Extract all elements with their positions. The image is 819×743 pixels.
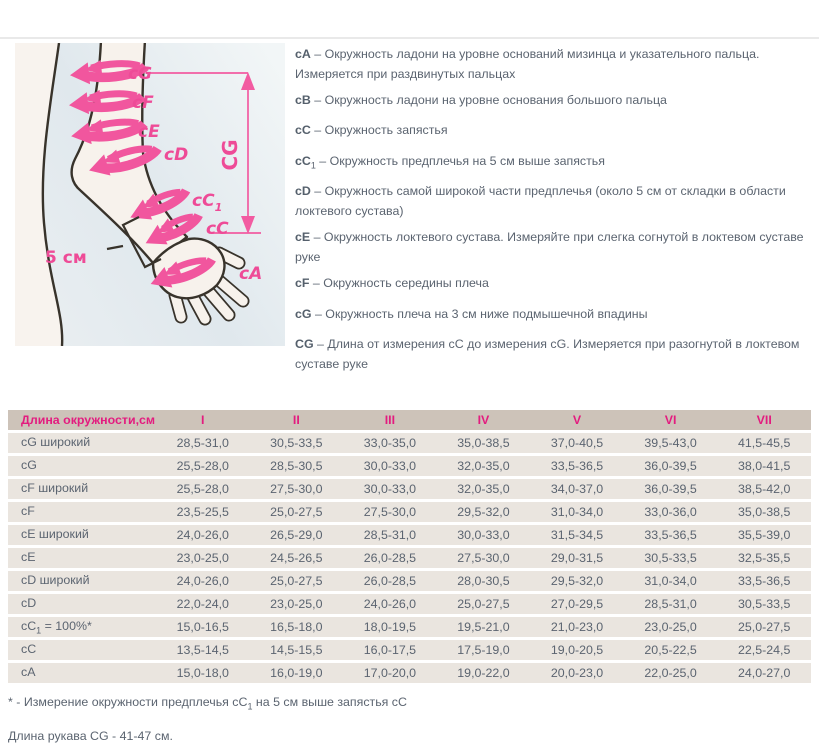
size-value-cell: 27,5-30,0	[343, 502, 437, 522]
band-label-ca: cA	[239, 264, 263, 284]
size-value-cell: 30,0-33,0	[343, 479, 437, 499]
size-value-cell: 30,5-33,5	[717, 594, 811, 614]
row-label-text: cE	[21, 549, 36, 564]
size-value-cell: 16,0-17,5	[343, 640, 437, 660]
size-value-cell: 35,0-38,5	[717, 502, 811, 522]
size-value-cell: 21,0-23,0	[530, 617, 624, 637]
band-label-ce: cE	[138, 122, 160, 142]
measurement-description-item	[295, 307, 815, 327]
size-value-cell: 28,5-31,0	[624, 594, 718, 614]
row-label-suffix: = 100%*	[41, 618, 92, 633]
size-value-cell: 32,0-35,0	[437, 479, 531, 499]
size-value-cell: 24,0-26,0	[156, 525, 250, 545]
row-label-text: cC	[21, 641, 37, 656]
size-value-cell: 34,0-37,0	[530, 479, 624, 499]
row-measurement-label	[8, 617, 156, 637]
size-value-cell: 17,0-20,0	[343, 663, 437, 683]
size-column-header: V	[530, 410, 624, 430]
size-value-cell: 25,0-27,5	[250, 571, 344, 591]
measurement-text: – Окружность запястья	[310, 123, 448, 138]
size-value-cell: 26,0-28,5	[343, 548, 437, 568]
size-value-cell: 15,0-18,0	[156, 663, 250, 683]
measurement-code: cE	[295, 230, 311, 245]
size-value-cell: 25,5-28,0	[156, 456, 250, 476]
size-value-cell: 28,5-31,0	[343, 525, 437, 545]
size-value-cell: 23,0-25,0	[624, 617, 718, 637]
size-column-header: III	[343, 410, 437, 430]
size-value-cell: 24,0-26,0	[156, 571, 250, 591]
size-value-cell: 30,0-33,0	[437, 525, 531, 545]
measurement-description-item	[295, 184, 815, 219]
measurement-code: cF	[295, 276, 310, 291]
measurement-text: – Окружность самой широкой части предплечья (около 5 см от складки в области локтевого сустава)	[295, 184, 786, 219]
measurement-text: – Окружность предплечья на 5 см выше запястья	[315, 153, 605, 168]
measurement-description-item	[295, 230, 815, 265]
size-value-cell: 17,5-19,0	[437, 640, 531, 660]
measurement-description-item	[295, 123, 815, 143]
row-measurement-label	[8, 640, 156, 660]
size-value-cell: 33,5-36,5	[530, 456, 624, 476]
size-value-cell: 19,0-22,0	[437, 663, 531, 683]
size-value-cell: 28,5-31,0	[156, 433, 250, 453]
row-label-text: cF	[21, 503, 35, 518]
size-table-header-label: Длина окружности,см	[8, 410, 156, 430]
size-value-cell: 36,0-39,5	[624, 479, 718, 499]
measurement-code: cC	[295, 123, 311, 138]
sleeve-length-note: Длина рукава CG - 41-47 см.	[8, 728, 173, 743]
measurement-description-item	[295, 47, 815, 82]
size-table-header-row	[8, 410, 811, 430]
size-value-cell: 30,0-33,0	[343, 456, 437, 476]
measurement-text: – Окружность ладони на уровне оснований мизинца и указательного пальца. Измеряется при раздвинутых пальцах	[295, 47, 760, 81]
size-value-cell: 27,5-30,0	[437, 548, 531, 568]
row-measurement-label	[8, 571, 156, 591]
row-label-text: cD	[21, 595, 37, 610]
measurement-code: cG	[295, 306, 312, 321]
size-value-cell: 32,0-35,0	[437, 456, 531, 476]
size-value-cell: 13,5-14,5	[156, 640, 250, 660]
measurement-text: – Окружность ладони на уровне основания большого пальца	[310, 92, 667, 107]
band-label-cc1: $cC_1$	[192, 191, 223, 214]
size-value-cell: 31,5-34,5	[530, 525, 624, 545]
size-value-cell: 16,5-18,0	[250, 617, 344, 637]
row-measurement-label	[8, 479, 156, 499]
table-row	[8, 663, 811, 683]
size-value-cell: 26,0-28,5	[343, 571, 437, 591]
measurement-description-item	[295, 93, 815, 113]
row-label-text: cD широкий	[21, 572, 90, 587]
table-row	[8, 594, 811, 614]
size-value-cell: 35,5-39,0	[717, 525, 811, 545]
size-value-cell: 23,5-25,5	[156, 502, 250, 522]
band-label-cg: cG	[128, 64, 153, 84]
band-label-cd: cD	[164, 145, 189, 165]
top-divider	[0, 0, 819, 39]
size-value-cell: 23,0-25,0	[250, 594, 344, 614]
size-value-cell: 28,5-30,5	[250, 456, 344, 476]
size-value-cell: 26,5-29,0	[250, 525, 344, 545]
measurement-description-item	[295, 154, 815, 174]
five-cm-label: 5 см	[45, 248, 87, 268]
measurement-text: – Окружность локтевого сустава. Измеряйте при слегка согнутой в локтевом суставе руке	[295, 230, 804, 265]
size-value-cell: 20,5-22,5	[624, 640, 718, 660]
row-measurement-label	[8, 456, 156, 476]
size-value-cell: 23,0-25,0	[156, 548, 250, 568]
size-value-cell: 33,0-36,0	[624, 502, 718, 522]
size-value-cell: 33,5-36,5	[624, 525, 718, 545]
row-measurement-label	[8, 663, 156, 683]
size-value-cell: 30,5-33,5	[624, 548, 718, 568]
row-label-subscript: 1	[36, 625, 42, 636]
size-value-cell: 27,0-29,5	[530, 594, 624, 614]
table-row	[8, 433, 811, 453]
asterisk-footnote-suffix: на 5 см выше запястья cC	[252, 695, 407, 710]
row-label-text: cG широкий	[21, 434, 91, 449]
measurement-code: cA	[295, 47, 311, 61]
measurement-text: – Длина от измерения cC до измерения cG. Измеряется при разогнутой в локтевом суставе руке	[295, 337, 800, 372]
size-value-cell: 36,0-39,5	[624, 456, 718, 476]
size-value-cell: 38,5-42,0	[717, 479, 811, 499]
size-value-cell: 29,5-32,0	[437, 502, 531, 522]
size-value-cell: 25,5-28,0	[156, 479, 250, 499]
table-row	[8, 571, 811, 591]
arm-measurement-illustration	[15, 43, 285, 346]
size-value-cell: 33,5-36,5	[717, 571, 811, 591]
size-value-cell: 19,0-20,5	[530, 640, 624, 660]
measurement-description-item	[295, 337, 815, 372]
asterisk-footnote-subscript: 1	[247, 701, 253, 712]
size-value-cell: 25,0-27,5	[437, 594, 531, 614]
size-value-cell: 24,5-26,5	[250, 548, 344, 568]
size-value-cell: 20,0-23,0	[530, 663, 624, 683]
row-label-text: cF широкий	[21, 480, 89, 495]
table-row	[8, 617, 811, 637]
measurement-code: CG	[295, 337, 314, 352]
row-measurement-label	[8, 594, 156, 614]
size-value-cell: 31,0-34,0	[530, 502, 624, 522]
measurement-code-subscript: 1	[310, 160, 316, 171]
size-value-cell: 27,5-30,0	[250, 479, 344, 499]
size-value-cell: 41,5-45,5	[717, 433, 811, 453]
row-label-text: cG	[21, 457, 37, 472]
size-value-cell: 25,0-27,5	[250, 502, 344, 522]
size-value-cell: 30,5-33,5	[250, 433, 344, 453]
row-measurement-label	[8, 548, 156, 568]
measurement-descriptions	[295, 43, 815, 383]
asterisk-footnote	[8, 695, 811, 711]
size-value-cell: 33,0-35,0	[343, 433, 437, 453]
size-value-cell: 24,0-27,0	[717, 663, 811, 683]
size-value-cell: 38,0-41,5	[717, 456, 811, 476]
measurement-text: – Окружность плеча на 3 см ниже подмышечной впадины	[311, 306, 648, 321]
row-label-text: cA	[21, 664, 36, 679]
size-column-header: VII	[717, 410, 811, 430]
size-value-cell: 28,0-30,5	[437, 571, 531, 591]
size-value-cell: 29,5-32,0	[530, 571, 624, 591]
band-label-cf: cF	[132, 93, 154, 113]
size-value-cell: 37,0-40,5	[530, 433, 624, 453]
size-value-cell: 14,5-15,5	[250, 640, 344, 660]
size-value-cell: 24,0-26,0	[343, 594, 437, 614]
measurement-code: cD	[295, 184, 311, 199]
size-value-cell: 22,0-24,0	[156, 594, 250, 614]
cg-length-label: CG	[218, 139, 242, 171]
size-table	[8, 407, 811, 686]
band-label-cc: cC	[206, 219, 229, 239]
measurement-text: – Окружность середины плеча	[309, 276, 489, 291]
table-row	[8, 479, 811, 499]
size-value-cell: 18,0-19,5	[343, 617, 437, 637]
measurement-code: cC	[295, 153, 311, 168]
asterisk-footnote-text: * - Измерение окружности предплечья cC	[8, 695, 248, 710]
size-value-cell: 22,5-24,5	[717, 640, 811, 660]
table-row	[8, 640, 811, 660]
row-label-text: cE широкий	[21, 526, 89, 541]
size-value-cell: 22,0-25,0	[624, 663, 718, 683]
row-measurement-label	[8, 525, 156, 545]
measurement-guide-section	[0, 39, 819, 383]
table-row	[8, 525, 811, 545]
measurement-code: cB	[295, 92, 311, 107]
size-column-header: II	[250, 410, 344, 430]
table-row	[8, 456, 811, 476]
row-label-text: cC	[21, 618, 37, 633]
row-measurement-label	[8, 433, 156, 453]
size-column-header: VI	[624, 410, 718, 430]
size-value-cell: 16,0-19,0	[250, 663, 344, 683]
size-value-cell: 29,0-31,5	[530, 548, 624, 568]
size-column-header: I	[156, 410, 250, 430]
footnotes	[8, 695, 811, 742]
size-value-cell: 31,0-34,0	[624, 571, 718, 591]
size-value-cell: 32,5-35,5	[717, 548, 811, 568]
row-measurement-label	[8, 502, 156, 522]
size-value-cell: 19,5-21,0	[437, 617, 531, 637]
size-column-header: IV	[437, 410, 531, 430]
size-value-cell: 25,0-27,5	[717, 617, 811, 637]
measurement-description-item	[295, 276, 815, 296]
size-value-cell: 15,0-16,5	[156, 617, 250, 637]
table-row	[8, 548, 811, 568]
size-value-cell: 35,0-38,5	[437, 433, 531, 453]
table-row	[8, 502, 811, 522]
size-value-cell: 39,5-43,0	[624, 433, 718, 453]
